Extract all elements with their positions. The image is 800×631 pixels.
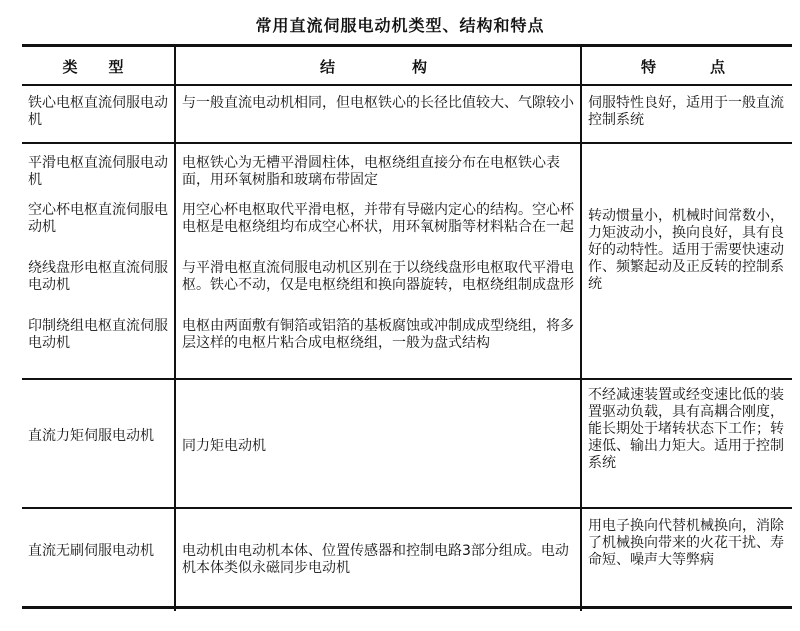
row-rule [22,378,792,380]
row-type: 直流力矩伺服电动机 [28,428,154,444]
row-structure: 同力矩电动机 [182,438,266,454]
column-divider [174,44,176,611]
row-type: 铁心电枢直流伺服电动机 [28,95,168,128]
header-structure: 结 构 [319,58,435,76]
row-structure: 电枢由两面敷有铜箔或铝箔的基板腐蚀或冲制成成型绕组，将多层这样的电枢片粘合成电枢绕组，一般为盘式结构 [182,318,574,351]
header-rule [22,84,792,86]
row-features: 伺服特性良好，适用于一般直流控制系统 [588,95,784,128]
row-features: 不经减速装置或经变速比低的装置驱动负载，具有高耦合刚度，能长期处于堵转状态下工作；转速低、输出力矩大。适用于控制系统 [588,387,784,471]
row-features: 用电子换向代替机械换向，消除了机械换向带来的火花干扰、寿命短、噪声大等弊病 [588,518,784,568]
bottom-rule [22,606,792,609]
column-divider [580,44,582,611]
row-type: 平滑电枢直流伺服电动机 [28,155,168,188]
row-structure: 与平滑电枢直流伺服电动机区别在于以绕线盘形电枢取代平滑电枢。铁心不动，仅是电枢绕组和换向器旋转，电枢绕组制成盘形 [182,260,574,293]
row-structure: 电枢铁心为无槽平滑圆柱体，电枢绕组直接分布在电枢铁心表面，用环氧树脂和玻璃布带固定 [182,155,560,188]
row-rule [22,507,792,509]
row-structure: 与一般直流电动机相同，但电枢铁心的长径比值较大、气隙较小 [182,95,574,111]
row-structure: 电动机由电动机本体、位置传感器和控制电路3部分组成。电动机本体类似永磁同步电动机 [182,543,569,576]
group-features: 转动惯量小，机械时间常数小，力矩波动小，换向良好，具有良好的动特性。适用于需要快速动作、频繁起动及正反转的控制系统 [588,208,784,292]
row-type: 空心杯电枢直流伺服电动机 [28,202,168,235]
header-features: 特 点 [640,58,733,76]
header-type: 类 型 [62,58,132,76]
table-title: 常用直流伺服电动机类型、结构和特点 [255,16,545,35]
top-rule [22,44,792,47]
row-type: 直流无刷伺服电动机 [28,543,154,559]
row-type: 印制绕组电枢直流伺服电动机 [28,318,168,351]
row-rule [22,142,792,144]
row-structure: 用空心杯电枢取代平滑电枢，并带有导磁内定心的结构。空心杯电枢是电枢绕组均布成空心杯状，用环氧树脂等材料粘合在一起 [182,202,574,235]
row-type: 绕线盘形电枢直流伺服电动机 [28,260,168,293]
